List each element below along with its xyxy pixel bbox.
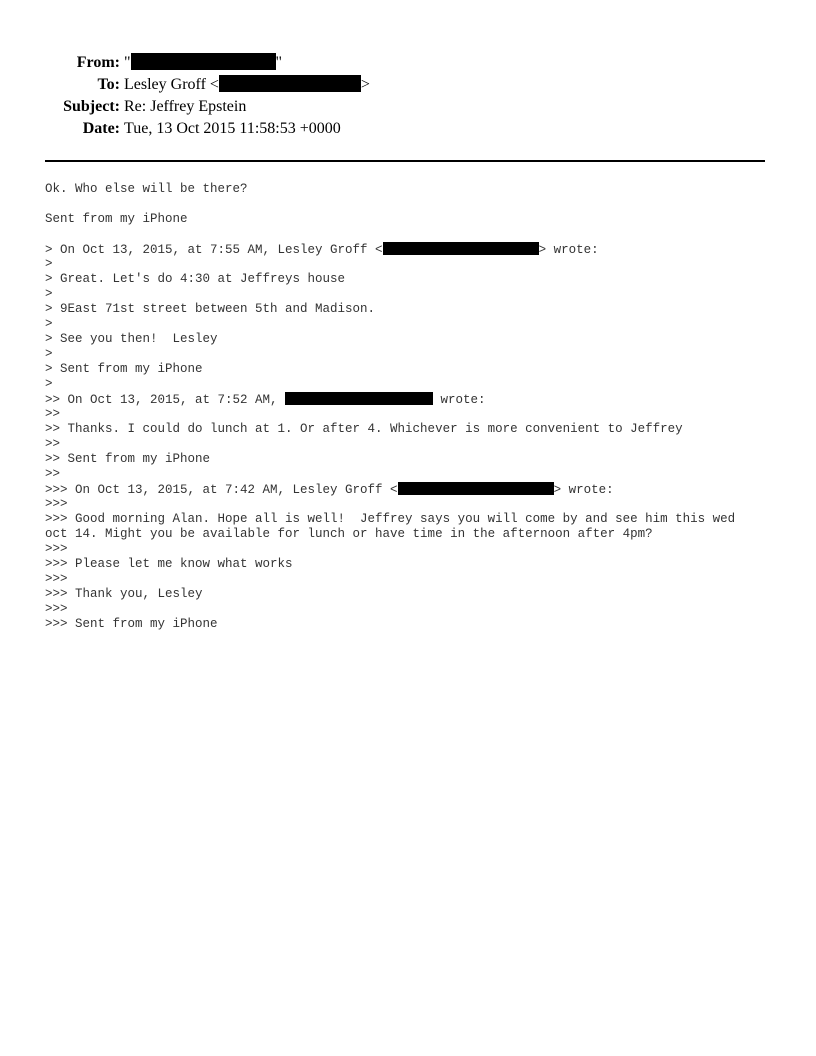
quote-header-3-suffix: > wrote:: [553, 483, 614, 497]
email-header: [0, 52, 816, 140]
date-value: Tue, 13 Oct 2015 11:58:53 +0000: [124, 120, 341, 137]
quote-header-1-suffix: > wrote:: [538, 243, 599, 257]
from-close-quote: ": [275, 54, 283, 71]
body-line: >: [45, 257, 53, 271]
body-line: >>: [45, 437, 61, 451]
body-line: >>> Sent from my iPhone: [45, 617, 218, 631]
date-row: [0, 118, 816, 140]
from-row: [0, 52, 816, 74]
body-line: >: [45, 317, 53, 331]
body-line: > Sent from my iPhone: [45, 362, 203, 376]
to-label: To:: [97, 76, 120, 93]
email-redaction: [398, 482, 554, 495]
email-body: [45, 182, 785, 632]
body-line: > See you then! Lesley: [45, 332, 218, 346]
subject-label: Subject:: [63, 98, 120, 115]
body-line: >: [45, 377, 53, 391]
quote-header-1-prefix: > On Oct 13, 2015, at 7:55 AM, Lesley Groff <: [45, 243, 383, 257]
body-line: > Great. Let's do 4:30 at Jeffreys house: [45, 272, 346, 286]
quote-header-1: [45, 242, 785, 257]
date-label: Date:: [82, 120, 120, 137]
header-divider: [45, 160, 765, 162]
email-redaction: [383, 242, 539, 255]
blank-line: [45, 197, 785, 212]
subject-value: Re: Jeffrey Epstein: [124, 98, 247, 115]
body-line: Ok. Who else will be there?: [45, 182, 248, 196]
body-line: >>: [45, 407, 61, 421]
body-line: > 9East 71st street between 5th and Madison.: [45, 302, 376, 316]
to-value: [124, 74, 370, 96]
sender-redaction: [285, 392, 433, 405]
to-redaction: [219, 75, 361, 92]
body-line: >>> Good morning Alan. Hope all is well! Jeffrey says you will come by and see him this wed: [45, 512, 736, 526]
to-close: >: [360, 76, 370, 93]
from-label: From:: [76, 54, 120, 71]
body-line: Sent from my iPhone: [45, 212, 188, 226]
to-name: Lesley Groff <: [124, 76, 219, 93]
body-line: >> Thanks. I could do lunch at 1. Or after 4. Whichever is more convenient to Jeffrey: [45, 422, 683, 436]
body-line: >>>: [45, 572, 68, 586]
subject-row: [0, 96, 816, 118]
from-redaction: [131, 53, 276, 70]
body-line: >>: [45, 467, 61, 481]
body-line: >>>: [45, 602, 68, 616]
body-line: >: [45, 287, 53, 301]
quote-header-3: [45, 482, 785, 497]
body-line: >> Sent from my iPhone: [45, 452, 211, 466]
body-line: >>> Thank you, Lesley: [45, 587, 203, 601]
from-open-quote: ": [124, 54, 131, 71]
quote-header-2-prefix: >> On Oct 13, 2015, at 7:52 AM,: [45, 393, 286, 407]
quote-header-3-prefix: >>> On Oct 13, 2015, at 7:42 AM, Lesley Groff <: [45, 483, 398, 497]
body-line: >>>: [45, 542, 68, 556]
quote-header-2-suffix: wrote:: [433, 393, 486, 407]
from-value: [124, 52, 282, 74]
to-row: [0, 74, 816, 96]
body-line: >>>: [45, 497, 68, 511]
quote-header-2: [45, 392, 785, 407]
body-line: oct 14. Might you be available for lunch or have time in the afternoon after 4pm?: [45, 527, 653, 541]
body-line: >>> Please let me know what works: [45, 557, 293, 571]
body-line: >: [45, 347, 53, 361]
blank-line: [45, 227, 785, 242]
